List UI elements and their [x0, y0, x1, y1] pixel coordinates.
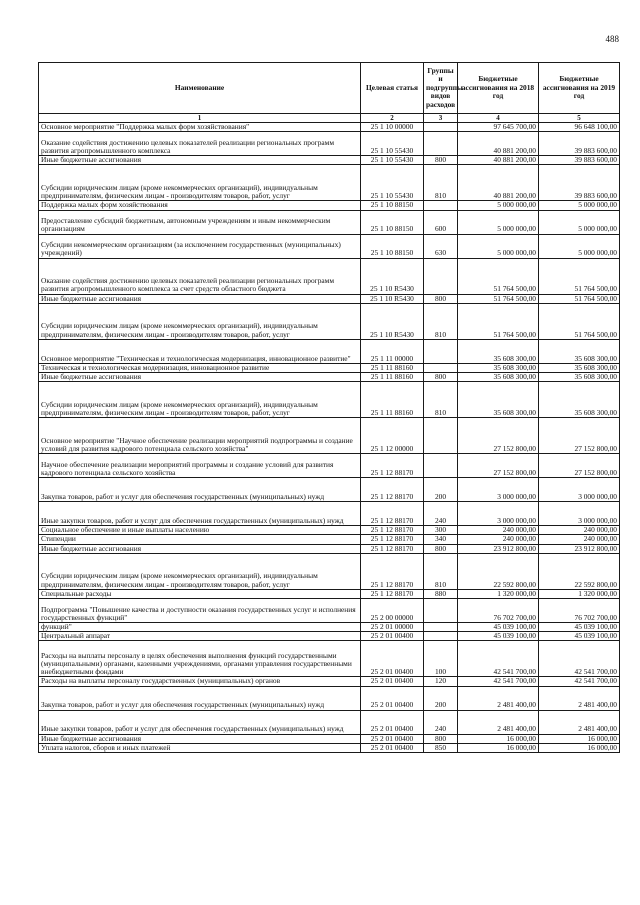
row-target-article-cell: 25 2 01 00000	[361, 623, 424, 632]
row-target-article-cell: 25 1 10 88150	[361, 201, 424, 210]
budget-allocation-table	[38, 62, 620, 753]
row-budget-2019-cell: 45 039 100,00	[539, 623, 620, 632]
row-budget-2018-cell: 42 541 700,00	[458, 677, 539, 686]
table-row	[39, 201, 620, 210]
table-row	[39, 156, 620, 165]
row-expense-group-cell: 800	[424, 544, 458, 553]
row-budget-2019-cell: 5 000 000,00	[539, 210, 620, 234]
row-expense-group-cell	[424, 339, 458, 363]
column-number: 2	[361, 114, 424, 123]
row-name-cell: функций"	[39, 623, 361, 632]
row-budget-2019-cell: 3 000 000,00	[539, 478, 620, 502]
column-number: 1	[39, 114, 361, 123]
table-row	[39, 454, 620, 478]
row-budget-2019-cell: 39 883 600,00	[539, 132, 620, 156]
header-budget-2018: Бюджетные ассигнования на 2018 год	[458, 63, 539, 114]
row-expense-group-cell: 120	[424, 677, 458, 686]
row-expense-group-cell: 810	[424, 303, 458, 339]
row-target-article-cell: 25 2 01 00400	[361, 641, 424, 677]
row-budget-2018-cell: 35 608 300,00	[458, 382, 539, 418]
header-expense-group: Группы и подгруппы видов расходов	[424, 63, 458, 114]
row-target-article-cell: 25 1 11 00000	[361, 339, 424, 363]
row-budget-2018-cell: 76 702 700,00	[458, 599, 539, 623]
row-target-article-cell: 25 1 12 00000	[361, 418, 424, 454]
table-row	[39, 632, 620, 641]
row-name-cell: Предоставление субсидий бюджетным, автономным учреждениям и иным некоммерческим организациям	[39, 210, 361, 234]
row-budget-2019-cell: 51 764 500,00	[539, 294, 620, 303]
row-budget-2019-cell: 16 000,00	[539, 734, 620, 743]
row-target-article-cell: 25 2 01 00400	[361, 677, 424, 686]
row-budget-2018-cell: 97 645 700,00	[458, 123, 539, 132]
row-budget-2019-cell: 96 648 100,00	[539, 123, 620, 132]
row-name-cell: Субсидии юридическим лицам (кроме некоммерческих организаций), индивидуальным предпринимателям, физическим лицам - производителям товаров, работ, услуг	[39, 165, 361, 201]
row-budget-2018-cell: 2 481 400,00	[458, 686, 539, 710]
table-row	[39, 641, 620, 677]
row-target-article-cell: 25 2 00 00000	[361, 599, 424, 623]
row-budget-2019-cell: 5 000 000,00	[539, 201, 620, 210]
row-budget-2018-cell: 51 764 500,00	[458, 303, 539, 339]
row-budget-2018-cell: 3 000 000,00	[458, 478, 539, 502]
table-row	[39, 599, 620, 623]
row-target-article-cell: 25 2 01 00400	[361, 632, 424, 641]
row-expense-group-cell: 600	[424, 210, 458, 234]
row-budget-2019-cell: 27 152 800,00	[539, 418, 620, 454]
row-expense-group-cell	[424, 599, 458, 623]
row-budget-2019-cell: 1 320 000,00	[539, 589, 620, 598]
row-name-cell: Уплата налогов, сборов и иных платежей	[39, 743, 361, 752]
row-expense-group-cell: 850	[424, 743, 458, 752]
row-expense-group-cell	[424, 632, 458, 641]
row-expense-group-cell: 810	[424, 382, 458, 418]
row-budget-2019-cell: 35 608 300,00	[539, 373, 620, 382]
row-expense-group-cell: 200	[424, 478, 458, 502]
row-name-cell: Иные закупки товаров, работ и услуг для обеспечения государственных (муниципальных) нужд	[39, 502, 361, 526]
table-header-row	[39, 63, 620, 114]
table-row	[39, 677, 620, 686]
row-target-article-cell: 25 1 12 88170	[361, 544, 424, 553]
row-budget-2019-cell: 45 039 100,00	[539, 632, 620, 641]
row-expense-group-cell: 800	[424, 373, 458, 382]
row-budget-2019-cell: 2 481 400,00	[539, 686, 620, 710]
row-budget-2019-cell: 42 541 700,00	[539, 641, 620, 677]
row-expense-group-cell: 340	[424, 535, 458, 544]
column-number: 4	[458, 114, 539, 123]
row-target-article-cell: 25 1 12 88170	[361, 502, 424, 526]
table-row	[39, 294, 620, 303]
row-expense-group-cell: 880	[424, 589, 458, 598]
row-budget-2019-cell: 76 702 700,00	[539, 599, 620, 623]
table-row	[39, 589, 620, 598]
row-name-cell: Иные закупки товаров, работ и услуг для обеспечения государственных (муниципальных) нужд	[39, 710, 361, 734]
row-target-article-cell: 25 1 12 88170	[361, 553, 424, 589]
table-row	[39, 544, 620, 553]
table-row	[39, 553, 620, 589]
row-name-cell: Поддержка малых форм хозяйствования	[39, 201, 361, 210]
row-budget-2018-cell: 51 764 500,00	[458, 294, 539, 303]
table-row	[39, 382, 620, 418]
row-name-cell: Иные бюджетные ассигнования	[39, 544, 361, 553]
row-target-article-cell: 25 1 12 88170	[361, 478, 424, 502]
header-target-article: Целевая статья	[361, 63, 424, 114]
row-budget-2018-cell: 16 000,00	[458, 743, 539, 752]
row-name-cell: Стипендии	[39, 535, 361, 544]
row-name-cell: Субсидии некоммерческим организациям (за исключением государственных (муниципальных) учреждений)	[39, 234, 361, 258]
row-target-article-cell: 25 1 12 88170	[361, 454, 424, 478]
row-target-article-cell: 25 1 10 R5430	[361, 258, 424, 294]
row-expense-group-cell	[424, 201, 458, 210]
row-budget-2018-cell: 23 912 800,00	[458, 544, 539, 553]
row-budget-2019-cell: 35 608 300,00	[539, 382, 620, 418]
row-budget-2018-cell: 5 000 000,00	[458, 210, 539, 234]
row-name-cell: Субсидии юридическим лицам (кроме некоммерческих организаций), индивидуальным предпринимателям, физическим лицам - производителям товаров, работ, услуг	[39, 382, 361, 418]
row-expense-group-cell: 800	[424, 294, 458, 303]
row-expense-group-cell: 630	[424, 234, 458, 258]
row-target-article-cell: 25 1 10 00000	[361, 123, 424, 132]
row-budget-2019-cell: 27 152 800,00	[539, 454, 620, 478]
row-name-cell: Основное мероприятие "Поддержка малых форм хозяйствования"	[39, 123, 361, 132]
row-budget-2019-cell: 22 592 800,00	[539, 553, 620, 589]
row-expense-group-cell: 240	[424, 710, 458, 734]
table-row	[39, 478, 620, 502]
row-name-cell: Научное обеспечение реализации мероприятий программы и создание условий для развития кадрового потенциала сельского хозяйства	[39, 454, 361, 478]
row-target-article-cell: 25 1 12 88170	[361, 526, 424, 535]
row-target-article-cell: 25 1 10 88150	[361, 234, 424, 258]
row-budget-2018-cell: 40 881 200,00	[458, 156, 539, 165]
row-expense-group-cell: 240	[424, 502, 458, 526]
row-expense-group-cell: 800	[424, 734, 458, 743]
row-expense-group-cell	[424, 454, 458, 478]
row-target-article-cell: 25 1 10 55430	[361, 165, 424, 201]
row-name-cell: Социальное обеспечение и иные выплаты населению	[39, 526, 361, 535]
row-budget-2018-cell: 27 152 800,00	[458, 454, 539, 478]
row-budget-2018-cell: 42 541 700,00	[458, 641, 539, 677]
row-expense-group-cell	[424, 418, 458, 454]
row-expense-group-cell	[424, 258, 458, 294]
table-row	[39, 502, 620, 526]
row-name-cell: Субсидии юридическим лицам (кроме некоммерческих организаций), индивидуальным предпринимателям, физическим лицам - производителям товаров, работ, услуг	[39, 553, 361, 589]
row-expense-group-cell	[424, 132, 458, 156]
row-budget-2018-cell: 16 000,00	[458, 734, 539, 743]
column-number: 3	[424, 114, 458, 123]
table-row	[39, 132, 620, 156]
row-name-cell: Основное мероприятие "Техническая и технологическая модернизация, инновационное развитие"	[39, 339, 361, 363]
row-budget-2019-cell: 5 000 000,00	[539, 234, 620, 258]
row-name-cell: Субсидии юридическим лицам (кроме некоммерческих организаций), индивидуальным предпринимателям, физическим лицам - производителям товаров, работ, услуг	[39, 303, 361, 339]
table-row	[39, 373, 620, 382]
row-expense-group-cell: 810	[424, 553, 458, 589]
row-budget-2018-cell: 45 039 100,00	[458, 623, 539, 632]
table-row	[39, 123, 620, 132]
row-budget-2018-cell: 1 320 000,00	[458, 589, 539, 598]
table-row	[39, 303, 620, 339]
row-target-article-cell: 25 2 01 00400	[361, 686, 424, 710]
table-row	[39, 686, 620, 710]
row-target-article-cell: 25 1 12 88170	[361, 535, 424, 544]
row-budget-2018-cell: 35 608 300,00	[458, 339, 539, 363]
row-budget-2019-cell: 2 481 400,00	[539, 710, 620, 734]
table-row	[39, 339, 620, 363]
page-number: 488	[605, 34, 619, 44]
row-name-cell: Подпрограмма "Повышение качества и доступности оказания государственных услуг и исполнения государственных функций"	[39, 599, 361, 623]
row-budget-2018-cell: 35 608 300,00	[458, 373, 539, 382]
row-budget-2018-cell: 240 000,00	[458, 526, 539, 535]
row-budget-2018-cell: 5 000 000,00	[458, 234, 539, 258]
row-target-article-cell: 25 2 01 00400	[361, 734, 424, 743]
row-budget-2019-cell: 240 000,00	[539, 535, 620, 544]
row-budget-2018-cell: 51 764 500,00	[458, 258, 539, 294]
row-budget-2019-cell: 42 541 700,00	[539, 677, 620, 686]
row-target-article-cell: 25 2 01 00400	[361, 710, 424, 734]
row-budget-2018-cell: 40 881 200,00	[458, 165, 539, 201]
row-name-cell: Основное мероприятие "Научное обеспечение реализации мероприятий подпрограммы и создание условий для развития кадрового потенциала сельского хозяйства"	[39, 418, 361, 454]
row-name-cell: Оказание содействия достижению целевых показателей реализации региональных программ развития агропромышленного комплекса за счет средств областного бюджета	[39, 258, 361, 294]
row-target-article-cell: 25 1 10 R5430	[361, 303, 424, 339]
row-budget-2019-cell: 39 883 600,00	[539, 165, 620, 201]
row-expense-group-cell	[424, 623, 458, 632]
row-target-article-cell: 25 1 11 88160	[361, 363, 424, 372]
column-number: 5	[539, 114, 620, 123]
row-budget-2019-cell: 240 000,00	[539, 526, 620, 535]
row-budget-2018-cell: 27 152 800,00	[458, 418, 539, 454]
row-budget-2019-cell: 51 764 500,00	[539, 258, 620, 294]
row-expense-group-cell	[424, 123, 458, 132]
row-name-cell: Иные бюджетные ассигнования	[39, 373, 361, 382]
row-target-article-cell: 25 1 11 88160	[361, 373, 424, 382]
row-budget-2019-cell: 51 764 500,00	[539, 303, 620, 339]
table-row	[39, 234, 620, 258]
row-name-cell: Иные бюджетные ассигнования	[39, 294, 361, 303]
row-name-cell: Расходы на выплаты персоналу государственных (муниципальных) органов	[39, 677, 361, 686]
row-budget-2019-cell: 35 608 300,00	[539, 339, 620, 363]
table-row	[39, 418, 620, 454]
table-row	[39, 535, 620, 544]
row-expense-group-cell: 800	[424, 156, 458, 165]
row-budget-2018-cell: 40 881 200,00	[458, 132, 539, 156]
row-budget-2018-cell: 5 000 000,00	[458, 201, 539, 210]
table-row	[39, 734, 620, 743]
row-budget-2018-cell: 45 039 100,00	[458, 632, 539, 641]
row-budget-2019-cell: 35 608 300,00	[539, 363, 620, 372]
row-budget-2018-cell: 3 000 000,00	[458, 502, 539, 526]
row-target-article-cell: 25 1 10 55430	[361, 156, 424, 165]
row-budget-2019-cell: 23 912 800,00	[539, 544, 620, 553]
row-name-cell: Центральный аппарат	[39, 632, 361, 641]
row-target-article-cell: 25 2 01 00400	[361, 743, 424, 752]
table-row	[39, 710, 620, 734]
row-budget-2018-cell: 22 592 800,00	[458, 553, 539, 589]
row-expense-group-cell: 810	[424, 165, 458, 201]
row-name-cell: Иные бюджетные ассигнования	[39, 734, 361, 743]
row-expense-group-cell: 100	[424, 641, 458, 677]
row-target-article-cell: 25 1 10 55430	[361, 132, 424, 156]
row-budget-2018-cell: 2 481 400,00	[458, 710, 539, 734]
row-target-article-cell: 25 1 10 R5430	[361, 294, 424, 303]
row-name-cell: Расходы на выплаты персоналу в целях обеспечения выполнения функций государственными (муниципальными) органами, казенными учреждениями, органами управления государственными внебюджетными фондами	[39, 641, 361, 677]
header-budget-2019: Бюджетные ассигнования на 2019 год	[539, 63, 620, 114]
row-budget-2018-cell: 240 000,00	[458, 535, 539, 544]
row-name-cell: Оказание содействия достижению целевых показателей реализации региональных программ развития агропромышленного комплекса	[39, 132, 361, 156]
table-row	[39, 165, 620, 201]
table-row	[39, 210, 620, 234]
row-name-cell: Техническая и технологическая модернизация, инновационное развитие	[39, 363, 361, 372]
table-row	[39, 743, 620, 752]
row-name-cell: Специальные расходы	[39, 589, 361, 598]
row-name-cell: Закупка товаров, работ и услуг для обеспечения государственных (муниципальных) нужд	[39, 686, 361, 710]
row-budget-2019-cell: 16 000,00	[539, 743, 620, 752]
row-budget-2019-cell: 3 000 000,00	[539, 502, 620, 526]
row-target-article-cell: 25 1 10 88150	[361, 210, 424, 234]
row-target-article-cell: 25 1 12 88170	[361, 589, 424, 598]
row-name-cell: Иные бюджетные ассигнования	[39, 156, 361, 165]
row-budget-2018-cell: 35 608 300,00	[458, 363, 539, 372]
row-target-article-cell: 25 1 11 88160	[361, 382, 424, 418]
row-expense-group-cell: 200	[424, 686, 458, 710]
row-name-cell: Закупка товаров, работ и услуг для обеспечения государственных (муниципальных) нужд	[39, 478, 361, 502]
row-expense-group-cell: 300	[424, 526, 458, 535]
table-row	[39, 258, 620, 294]
row-budget-2019-cell: 39 883 600,00	[539, 156, 620, 165]
header-name: Наименование	[39, 63, 361, 114]
